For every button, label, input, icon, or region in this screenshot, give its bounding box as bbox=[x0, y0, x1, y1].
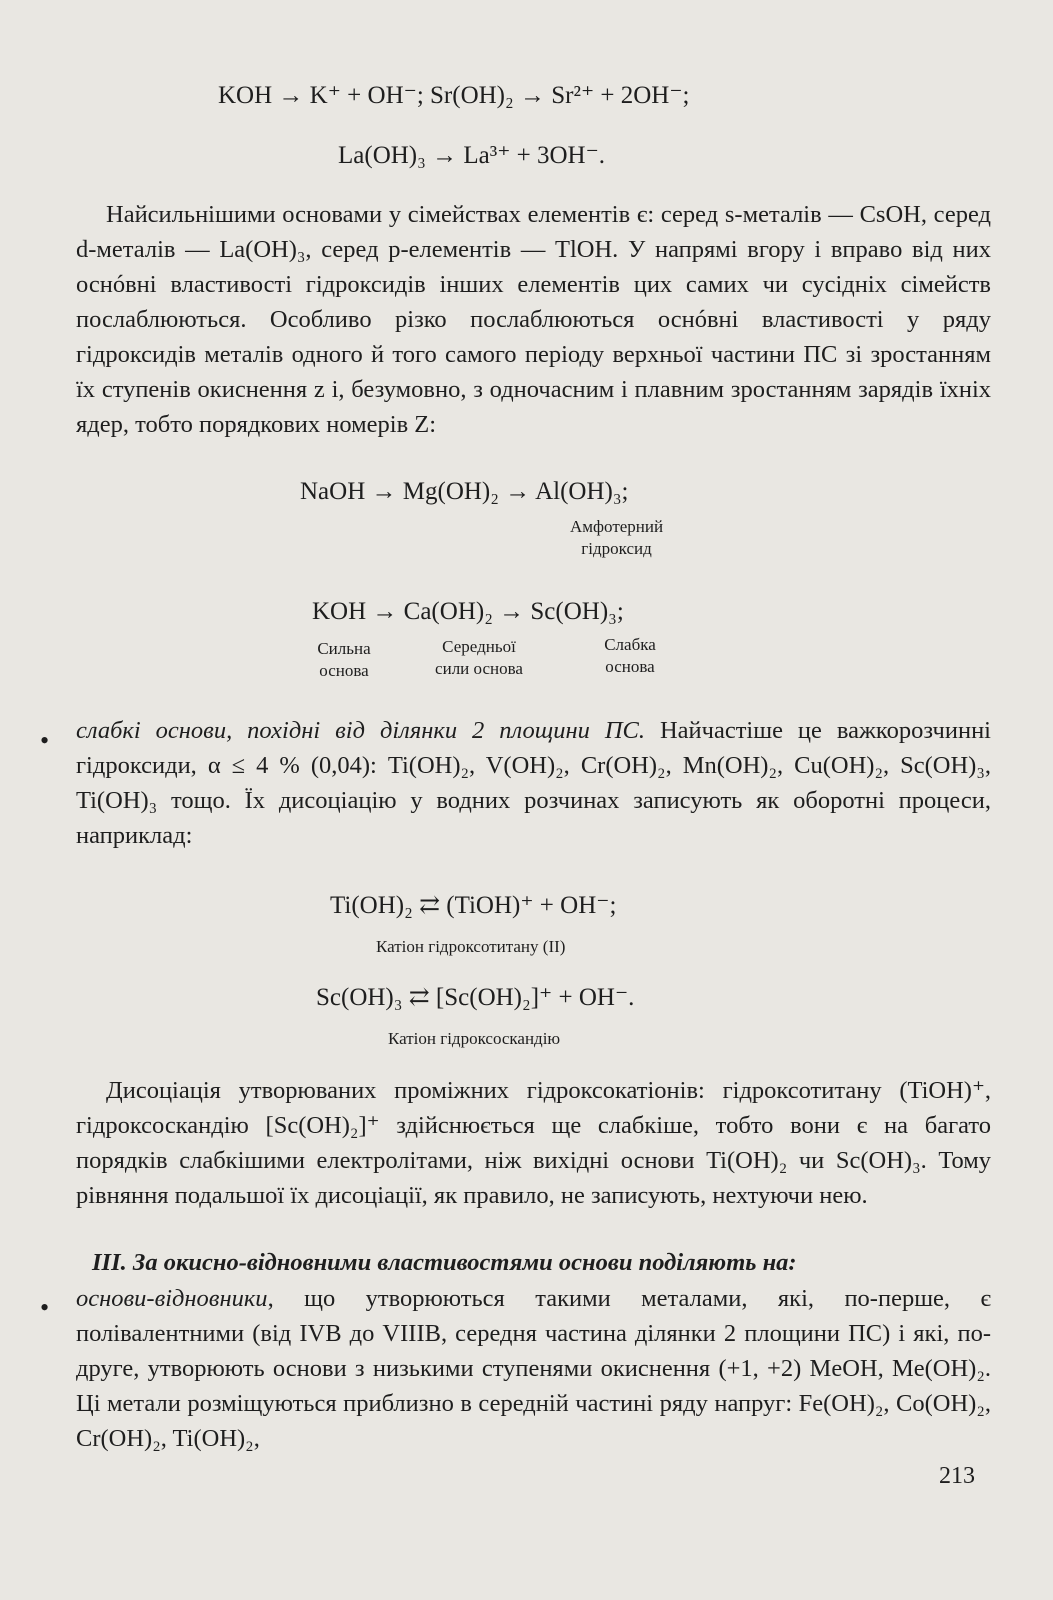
equation-sc-dissociation: Sc(OH)₃ ⇄ [Sc(OH)₂]⁺ + OH⁻. bbox=[316, 984, 635, 1011]
bullet-italic-lead: основи-відновники bbox=[76, 1285, 268, 1312]
note-strong-base bbox=[306, 638, 382, 682]
note-line: Амфотерний bbox=[570, 517, 664, 536]
bullet-italic-lead: слабкі основи, похідні від ділянки 2 площини ПС. bbox=[76, 717, 646, 744]
note-ti-cation: Катіон гідроксотитану (ІІ) bbox=[376, 937, 566, 956]
equation-koh-series: KOH → Ca(OH)₂ → Sc(OH)₃; bbox=[312, 598, 624, 625]
note-line: Сильна bbox=[317, 639, 371, 658]
note-medium-base bbox=[420, 636, 538, 680]
note-line: Середньої bbox=[442, 637, 516, 656]
bullet-text: , що утворюються такими металами, які, по-перше, є полівалентними (від IVB до VIIIB, середня частина ділянки 2 площини ПС) і які, по-друге, утворюють основи з низькими ступенями окиснення (+1, +2) MeOH, Me(OH)₂. Ці метали розміщуються приблизно в середній частині ряду напруг: Fe(OH)₂, Co(OH)₂, Cr(OH)₂, Ti(OH)₂, bbox=[76, 1285, 991, 1452]
page-number: 213 bbox=[939, 1463, 975, 1489]
bullet-reducing-bases bbox=[76, 1281, 991, 1456]
paragraph-intermediate-cations bbox=[76, 1073, 991, 1213]
bullet-weak-bases bbox=[76, 713, 991, 853]
note-weak-base bbox=[594, 634, 666, 678]
bullet-text: Найчастіше це важкорозчинні гідроксиди, α ≤ 4 % (0,04): Ti(OH)₂, V(OH)₂, Cr(OH)₂, Mn(OH)₂, Cu(OH)₂, Sc(OH)₃, Ti(OH)₃ тощо. Їх дисоціацію у водних розчинах записують як оборотні процеси, наприклад: bbox=[76, 717, 991, 849]
section-heading-redox: ІІІ. За окисно-відновними властивостями основи поділяють на: bbox=[92, 1249, 797, 1276]
paragraph-text: Дисоціація утворюваних проміжних гідроксокатіонів: гідроксотитану (TiOH)⁺, гідроксоскандію [Sc(OH)₂]⁺ здійснюється ще слабкіше, тобто вони є на багато порядків слабкішими електролітами, ніж вихідні основи Ti(OH)₂ чи Sc(OH)₃. Тому рівняння подальшої їх дисоціації, як правило, не записують, нехтуючи нею. bbox=[76, 1077, 991, 1209]
note-line: гідроксид bbox=[581, 539, 652, 558]
note-line: основа bbox=[605, 657, 655, 676]
equation-ti-dissociation: Ti(OH)₂ ⇄ (TiOH)⁺ + OH⁻; bbox=[330, 892, 617, 919]
note-sc-cation: Катіон гідроксоскандію bbox=[388, 1029, 561, 1048]
paragraph-text: Найсильнішими основами у сімействах елементів є: серед s-металів — CsOH, серед d-металів — La(OH)₃, серед p-елементів — TlOH. У напрямі вгору і вправо від них оснóвні властивості гідроксидів інших елементів цих самих чи сусідніх сімейств послаблюються. Особливо різко послаблюються оснóвні властивості у ряду гідроксидів металів одного й того самого періоду верхньої частини ПС зі зростанням їх ступенів окиснення z і, безумовно, з одночасним і плавним зростанням зарядів їхніх ядер, тобто порядкових номерів Z: bbox=[76, 201, 991, 438]
equation-koh-sr: KOH → K⁺ + OH⁻; Sr(OH)₂ → Sr²⁺ + 2OH⁻; bbox=[218, 82, 690, 109]
bullet-marker: • bbox=[40, 1293, 50, 1322]
paragraph-strongest-bases bbox=[76, 197, 991, 442]
note-line: сили основа bbox=[435, 659, 523, 678]
equation-la: La(OH)₃ → La³⁺ + 3OH⁻. bbox=[338, 142, 606, 169]
bullet-marker: • bbox=[40, 726, 50, 755]
note-amphoteric bbox=[570, 516, 663, 560]
equation-naoh-series: NaOH → Mg(OH)₂ → Al(OH)₃; bbox=[300, 478, 629, 505]
note-line: Слабка bbox=[604, 635, 656, 654]
note-line: основа bbox=[319, 661, 369, 680]
